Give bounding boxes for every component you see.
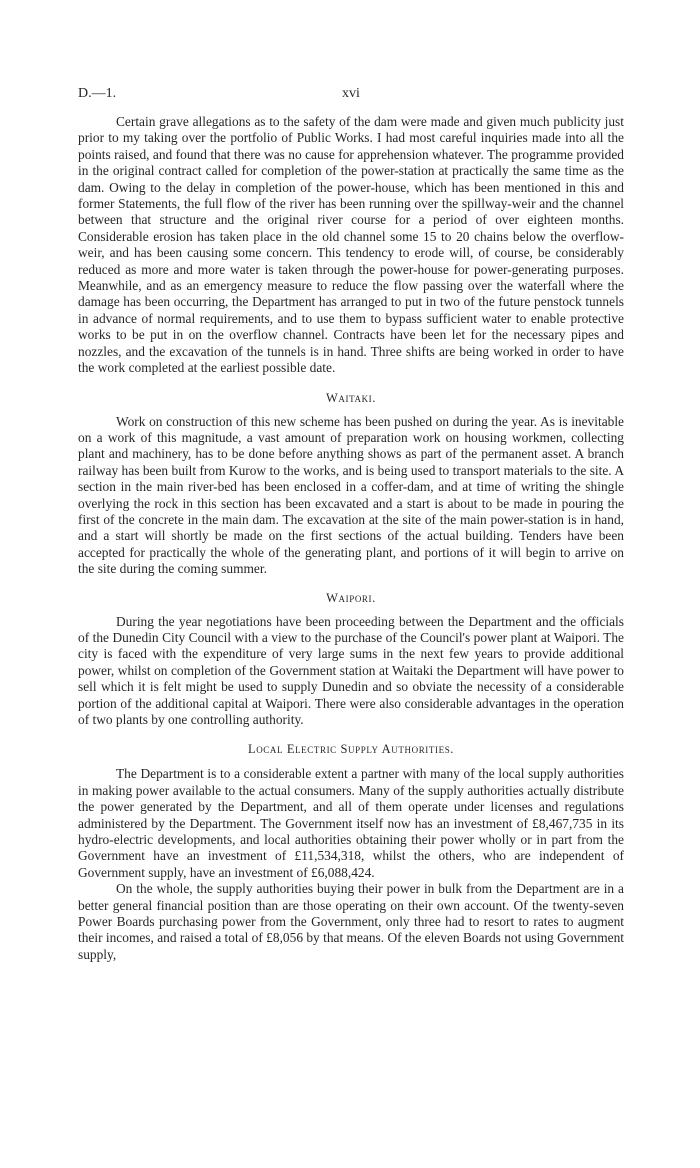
intro-paragraph: Certain grave allegations as to the safety of the dam were made and given much publicity just prior to my taking over the portfolio of Public Works. I had most careful inquiries made into all the points raised, and found that there was no cause for apprehension whatever. The programme provided in the original contract called for completion of the power-station at practically the same time as the dam. Owing to the delay in completion of the power-house, which has been mentioned in this and former Statements, the full flow of the river has been running over the spillway-weir and the channel between that structure and the original river course for a period of over eighteen months. Considerable erosion has taken place in the old channel some 15 to 20 chains below the overflow-weir, and has been causing some concern. This tendency to erode will, of course, be considerably reduced as more and more water is taken through the power-house for power-generating purposes. Meanwhile, and as an emergency measure to reduce the flow passing over the waterfall where the damage has been occurring, the Department has arranged to put in two of the future penstock tunnels in advance of normal requirements, and to use them to bypass sufficient water to enable protective works to be put in on the overflow channel. Contracts have been let for the necessary pipes and nozzles, and the excavation of the tunnels is in hand. Three shifts are being worked in order to have the work completed at the earliest possible date. [78,114,624,376]
local-supply-paragraph-1: The Department is to a considerable extent a partner with many of the local supply authorities in making power available to the actual consumers. Many of the supply authorities actually distribute the power generated by the Department, and all of them operate under licenses and regulations administered by the Department. The Government itself now has an investment of £8,467,735 in its hydro-electric developments, and local authorities obtaining their power wholly or in part from the Government have an investment of £11,534,318, whilst the others, who are independent of Government supply, have an investment of £6,088,424. [78,766,624,880]
page-identifier: D.—1. [78,86,117,101]
section-heading-waitaki: Waitaki. [326,390,376,405]
body-text [78,114,624,963]
local-supply-paragraph-2: On the whole, the supply authorities buying their power in bulk from the Department are in a better general financial position than are those operating on their own account. Of the twenty-seven Power Boards purchasing power from the Government, only three had to resort to rates to augment their incomes, and raised a total of £8,056 by that means. Of the eleven Boards not using Government supply, [78,881,624,962]
page-number: xvi [342,86,360,101]
waipori-paragraph: During the year negotiations have been proceeding between the Department and the officials of the Dunedin City Council with a view to the purchase of the Council's power plant at Waipori. The city is faced with the expenditure of very large sums in the next few years to provide additional power, whilst on completion of the Government station at Waitaki the Department will have power to sell which it is felt might be used to supply Dunedin and so obviate the necessity of a considerable portion of the additional capital at Waipori. There were also considerable advantages in the operation of two plants by one controlling authority. [78,613,624,727]
section-heading-waipori: Waipori. [326,590,376,605]
section-heading-local-supply: Local Electric Supply Authorities. [247,742,455,757]
page-header [78,86,624,106]
waitaki-paragraph: Work on construction of this new scheme has been pushed on during the year. As is inevitable on a work of this magnitude, a vast amount of preparation work on housing workmen, collecting plant and machinery, has to be done before anything shows as part of the permanent asset. A branch railway has been built from Kurow to the works, and is being used to transport materials to the site. A section in the main river-bed has been enclosed in a coffer-dam, and at time of writing the shingle overlying the rock in this section has been excavated and a start is about to be made in pouring the first of the concrete in the main dam. The excavation at the site of the main power-station is in hand, and a start will shortly be made on the first sections of the actual building. Tenders have been accepted for practically the whole of the generating plant, and portions of it will begin to arrive on the site during the coming summer. [78,413,624,577]
